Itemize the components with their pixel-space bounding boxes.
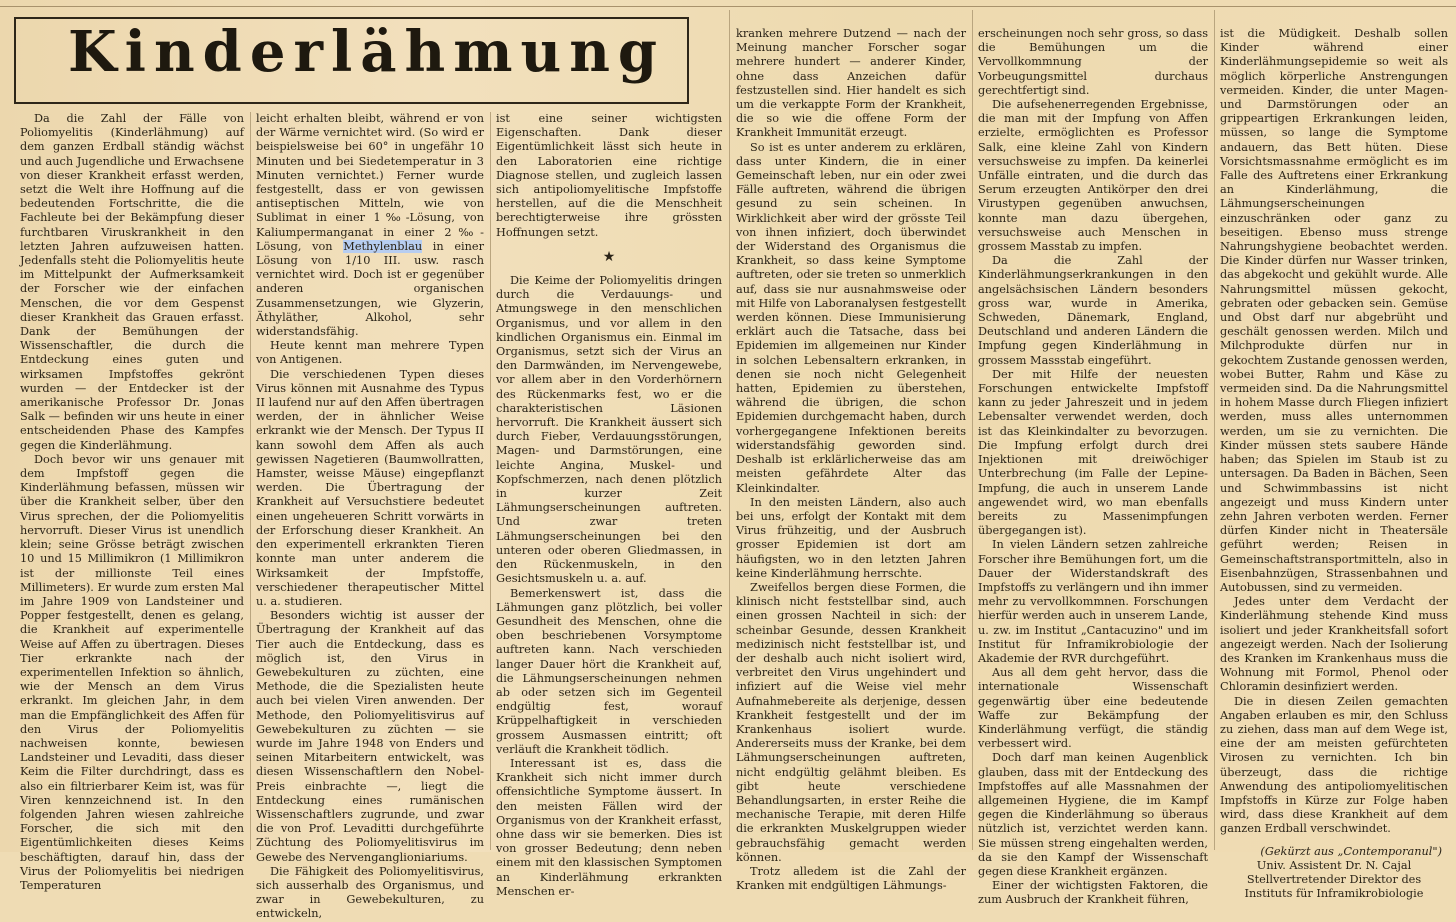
paragraph: ist eine seiner wichtigsten Eigenschaften. Dank dieser Eigentümlichkeit lässt sich heute in den Laboratorien eine richtige Diagnose stellen, und zugleich lassen sich antipoliomyelitische Impfstoffe herstellen, auf die die Menschheit berechtigterweise ihre grössten Hoffnungen setzt. <box>496 112 722 239</box>
paragraph: Einer der wichtigsten Faktoren, die zum Ausbruch der Krankheit führen, <box>978 879 1208 907</box>
text-run: leicht erhalten bleibt, während er von der Wärme vernichtet wird. (So wird er beispielsweise bei 60° in ungefähr 10 Minuten und bei Siedetemperatur in 3 Minuten vernichtet.) Ferner wurde festgestellt, dass er von gewissen antiseptischen Mitteln, wie von Sublimat in einer 1‰-Lösung, von Kaliumpermanganat in einer 2‰-Lösung, von <box>256 112 484 253</box>
article-column-1 <box>20 112 244 892</box>
paragraph: Die Keime der Poliomyelitis dringen durch die Verdauungs- und Atmungswege in den menschlichen Organismus, und vor allem in den kindlichen Organismus ein. Einmal im Organismus, setzt sich der Virus an den Darmwänden, im Nervengewebe, vor allem aber in den Vorderhörnern des Rückenmarks fest, wo er die charakteristischen Läsionen hervorruft. Die Krankheit äussert sich durch Fieber, Verdauungsstörungen, Magen- und Darmstörungen, eine leichte Angina, Muskel- und Kopfschmerzen, nach denen plötzlich in kurzer Zeit Lähmungserscheinungen auftreten. Und zwar treten Lähmungserscheinungen bei den unteren oder oberen Gliedmassen, in den Rückenmuskeln, in den Gesichtsmuskeln u. a. auf. <box>496 274 722 586</box>
article-headline: Kinderlähmung <box>68 19 666 85</box>
article-column-4 <box>736 27 966 893</box>
author-institution: Instituts für Inframikrobiologie <box>1244 887 1424 901</box>
paragraph: Die verschiedenen Typen dieses Virus können mit Ausnahme des Typus II laufend nur auf den Affen übertragen werden, der in ähnlicher Weise erkrankt wie der Mensch. Der Typus II kann sowohl dem Affen als auch gewissen Nagetieren (Baumwollratten, Hamster, weisse Mäuse) eingepflanzt werden. Die Übertragung der Krankheit auf Versuchstiere bedeutet einen ungeheueren Schritt vorwärts in der Erforschung dieser Krankheit. An den experimentell erkrankten Tieren konnte man unter anderem die Wirksamkeit der Impfstoffe, verschiedener therapeutischer Mittel u. a. studieren. <box>256 367 484 608</box>
paragraph: kranken mehrere Dutzend — nach der Meinung mancher Forscher sogar mehrere hundert — anderer Kinder, ohne dass Anzeichen dafür festzustellen sind. Hier handelt es sich um die verkappte Form der Krankheit, die so wie die offene Form der Krankheit Immunität erzeugt. <box>736 27 966 140</box>
text-run: in einer Lösung von 1/10 III. usw. rasch vernichtet wird. Doch ist er gegenüber anderen organischen Zusammensetzungen, wie Glyzerin, Äthyläther, Alkohol, sehr widerstandsfähig. <box>256 239 484 339</box>
article-column-6 <box>1220 27 1448 901</box>
paragraph: In den meisten Ländern, also auch bei uns, erfolgt der Kontakt mit dem Virus frühzeitig, und der Ausbruch grosser Epidemien ist dort am häufigsten, wo in den letzten Jahren keine Kinderlähmung herrschte. <box>736 495 966 580</box>
paragraph: Heute kennt man mehrere Typen von Antigenen. <box>256 339 484 367</box>
paragraph: Die Fähigkeit des Poliomyelitisvirus, sich ausserhalb des Organismus, und zwar in Gewebekulturen, zu entwickeln, <box>256 864 484 921</box>
paragraph: Doch darf man keinen Augenblick glauben, dass mit der Entdeckung des Impfstoffes auf alle Massnahmen der allgemeinen Hygiene, die im Kampf gegen die Kinderlähmung so überaus nützlich ist, verzichtet werden kann. Sie müssen streng eingehalten werden, da sie den Kampf der Wissenschaft gegen diese Krankheit ergänzen. <box>978 751 1208 878</box>
paragraph: Besonders wichtig ist ausser der Übertragung der Krankheit auf das Tier auch die Entdeckung, dass es möglich ist, den Virus in Gewebekulturen zu züchten, eine Methode, die die Spezialisten heute auch bei vielen Viren anwenden. Der Methode, den Poliomyelitisvirus auf Gewebekulturen zu züchten — sie wurde im Jahre 1948 von Enders und seinen Mitarbeitern entwickelt, was diesen Wissenschaftlern den Nobel-Preis einbrachte —, liegt die Entdeckung eines rumänischen Wissenschaftlers zugrunde, und zwar die von Prof. Levaditti durchgeführte Züchtung des Poliomyelitisvirus im Gewebe des Nervenganglioniariums. <box>256 609 484 864</box>
paragraph: Bemerkenswert ist, dass die Lähmungen ganz plötzlich, bei voller Gesundheit des Menschen, ohne die oben beschriebenen Vorsymptome auftreten kann. Nach verschieden langer Dauer hört die Krankheit auf, die Lähmungserscheinungen nehmen ab oder setzen sich im Gegenteil endgültig fest, worauf Krüppelhaftigkeit in verschieden grossem Ausmassen eintritt; oft verläuft die Krankheit tödlich. <box>496 586 722 756</box>
paragraph: erscheinungen noch sehr gross, so dass die Bemühungen um die Vervollkommnung der Vorbeugungsmittel durchaus gerechtfertigt sind. <box>978 27 1208 97</box>
column-rule <box>250 112 251 850</box>
paragraph: ist die Müdigkeit. Deshalb sollen Kinder während einer Kinderlähmungsepidemie so weit als möglich körperliche Anstrengungen vermeiden. Kinder, die unter Magen- und Darmstörungen oder an grippeartigen Erkrankungen leiden, müssen, so lange die Symptome andauern, das Bett hüten. Diese Vorsichtsmassnahme ermöglicht es im Falle des Auftretens einer Erkrankung an Kinderlähmung, die Lähmungserscheinungen einzuschränken oder ganz zu beseitigen. Ebenso muss strenge Nahrungshygiene beobachtet werden. Die Kinder dürfen nur Wasser trinken, das abgekocht und gekühlt wurde. Alle Nahrungsmittel müssen gekocht, gebraten oder gebacken sein. Gemüse und Obst darf nur abgebrüht und geschält genossen werden. Milch und Milchprodukte dürfen nur in gekochtem Zustande genossen werden, wobei Butter, Rahm und Käse zu vermeiden sind. Da die Nahrungsmittel in hohem Masse durch Fliegen infiziert werden, muss alles unternommen werden, um sie zu vernichten. Die Kinder müssen stets saubere Hände haben; das Spielen im Staub ist zu untersagen. Da Baden in Bächen, Seen und Schwimmbassins ist nicht angezeigt und muss Kindern unter zehn Jahren verboten werden. Ferner dürfen Kinder nicht in Theatersäle geführt werden; Reisen in Gemeinschaftstransportmitteln, also in Eisenbahnzügen, Strassenbahnen und Autobussen, sind zu vermeiden. <box>1220 27 1448 594</box>
author-name: Univ. Assistent Dr. N. Cajal <box>1256 858 1412 872</box>
author-title: Stellvertretender Direktor des <box>1246 872 1422 886</box>
paragraph <box>256 112 484 339</box>
highlighted-word[interactable]: Methylenblau <box>343 239 423 253</box>
paragraph: Da die Zahl der Fälle von Poliomyelitis (Kinderlähmung) auf dem ganzen Erdball ständig wächst und auch Jugendliche und Erwachsene von dieser Krankheit erfasst werden, setzt die Welt ihre Hoffnung auf die bedeutenden Fortschritte, die die Fachleute bei der Bekämpfung dieser furchtbaren Viruskrankheit in den letzten Jahren aufzuweisen hatten. Jedenfalls steht die Poliomyelitis heute im Mittelpunkt der Aufmerksamkeit der Forscher wie der einfachen Menschen, die vor dem Gespenst dieser Krankheit das Grauen erfasst. Dank der Bemühungen der Wissenschaftler, die durch die Entdeckung eines guten und wirksamen Impfstoffes gekrönt wurden — der Entdecker ist der amerikanische Professor Dr. Jonas Salk — befinden wir uns heute in einer entscheidenden Phase des Kampfes gegen die Kinderlähmung. <box>20 112 244 452</box>
article-column-2 <box>256 112 484 921</box>
section-star: ★ <box>602 248 616 265</box>
paragraph: Trotz alledem ist die Zahl der Kranken mit endgültigen Lähmungs- <box>736 864 966 893</box>
paragraph: Da die Zahl der Kinderlähmungserkrankungen in den angelsächsischen Ländern besonders gross war, wurde in Amerika, Schweden, Dänemark, England, Deutschland und anderen Ländern die Impfung gegen Kinderlähmung in grossem Massstab eingeführt. <box>978 254 1208 367</box>
paragraph: Die aufsehenerregenden Ergebnisse, die man mit der Impfung von Affen erzielte, ermöglichten es Professor Salk, eine kleine Zahl von Kindern versuchsweise zu impfen. Da keinerlei Unfälle eintraten, und die durch das Serum erzeugten Antikörper den drei Virustypen gegenüben anwuchsen, konnte man dazu übergehen, versuchsweise auch Menschen in grossem Masstab zu impfen. <box>978 98 1208 254</box>
column-rule <box>490 112 491 850</box>
paragraph: Zweifellos bergen diese Formen, die klinisch nicht feststellbar sind, auch einen grossen Nachteil in sich: der scheinbar Gesunde, dessen Krankheit medizinisch nicht feststellbar ist, und der deshalb auch nicht isoliert wird, verbreitet den Virus ungehindert und infiziert auf die Weise viel mehr Aufnahmebereite als derjenige, dessen Krankheit festgestellt und der im Krankenhaus isoliert wurde. Andererseits muss der Kranke, bei dem Lähmungserscheinungen auftreten, nicht endgültig gelähmt bleiben. Es gibt heute verschiedene Behandlungsarten, in erster Reihe die mechanische Terapie, mit deren Hilfe die erkrankten Muskelgruppen wieder gebrauchsfähig gemacht werden können. <box>736 580 966 864</box>
article-column-5 <box>978 27 1208 907</box>
column-rule <box>1214 10 1215 850</box>
top-rule <box>0 0 1456 7</box>
paragraph: Der mit Hilfe der neuesten Forschungen entwickelte Impfstoff kann zu jeder Jahreszeit und in jedem Lebensalter verwendet werden, doch ist das Kleinkindalter zu bevorzugen. Die Impfung erfolgt durch drei Injektionen mit dreiwöchiger Unterbrechung (im Falle der Lepine-Impfung, die auch in unserem Lande angewendet wird, wo man ebenfalls bereits zu Massenimpfungen übergegangen ist). <box>978 367 1208 538</box>
paragraph: Doch bevor wir uns genauer mit dem Impfstoff gegen die Kinderlähmung befassen, müssen wir über die Krankheit selber, über den Virus sprechen, der die Poliomyelitis hervorruft. Dieser Virus ist unendlich klein; seine Grösse beträgt zwischen 10 und 15 Millimikron (1 Millimikron ist der millionste Teil eines Millimeters). Er wurde zum ersten Mal im Jahre 1909 von Landsteiner und Popper festgestellt, denen es gelang, die Krankheit auf experimentelle Weise auf Affen zu übertragen. Dieses Tier erkrankte nach der experimentellen Infektion so ähnlich, wie der Mensch an dem Virus erkrankt. Im gleichen Jahr, in dem man die Empfänglichkeit des Affen für den Virus der Poliomyelitis nachweisen konnte, bewiesen Landsteiner und Levaditi, dass dieser Keim die Filter durchdringt, dass es also ein filtrierbarer Keim ist, was für Viren kennzeichnend ist. In den folgenden Jahren wiesen zahlreiche Forscher, die sich mit den Eigentümlichkeiten dieses Keims beschäftigten, darauf hin, dass der Virus der Poliomyelitis bei niedrigen Temperaturen <box>20 452 244 892</box>
source-credit: (Gekürzt aus „Contemporanul") <box>1260 844 1442 858</box>
article-column-3 <box>496 112 722 898</box>
paragraph: Interessant ist es, dass die Krankheit sich nicht immer durch offensichtliche Symptome äussert. In den meisten Fällen wird der Organismus von der Krankheit erfasst, ohne dass wir sie bemerken. Dies ist von grosser Bedeutung; denn neben einem mit den klassischen Symptomen an Kinderlähmung erkrankten Menschen er- <box>496 756 722 898</box>
paragraph: Aus all dem geht hervor, dass die internationale Wissenschaft gegenwärtig über eine bedeutende Waffe zur Bekämpfung der Kinderlähmung verfügt, die ständig verbessert wird. <box>978 666 1208 751</box>
column-rule <box>972 10 973 850</box>
paragraph: Jedes unter dem Verdacht der Kinderlähmung stehende Kind muss isoliert und jeder Krankheitsfall sofort angezeigt werden. Nach der Isolierung des Kranken im Krankenhaus muss die Wohnung mit Formol, Phenol oder Chloramin desinfiziert werden. <box>1220 595 1448 694</box>
column-rule <box>729 10 730 850</box>
paragraph: In vielen Ländern setzen zahlreiche Forscher ihre Bemühungen fort, um die Dauer der Widerstandskraft des Impfstoffs zu verlängern und ihn immer mehr zu vervollkommnen. Forschungen hierfür werden auch in unserem Lande, u. zw. im Institut „Cantacuzino" und im Institut für Inframikrobiologie der Akademie der RVR durchgeführt. <box>978 538 1208 665</box>
paragraph: So ist es unter anderem zu erklären, dass unter Kindern, die in einer Gemeinschaft leben, nur ein oder zwei Fälle auftreten, während die übrigen gesund zu sein scheinen. In Wirklichkeit aber wird der grösste Teil von ihnen infiziert, doch überwindet der Widerstand des Organismus die Krankheit, so dass keine Symptome auftreten, oder sie treten so unmerklich auf, dass sie nur ausnahmsweise oder mit Hilfe von Laboranalysen festgestellt werden können. Diese Immunisierung erklärt auch die Tatsache, dass bei Epidemien im allgemeinen nur Kinder in solchen Lebensaltern erkranken, in denen sie noch nicht Gelegenheit hatten, Epidemien zu überstehen, während die übrigen, die schon Epidemien durchgemacht haben, durch vorhergegangene Infektionen bereits widerstandsfähig geworden sind. Deshalb ist erklärlicherweise das am meisten gefährdete Alter das Kleinkindalter. <box>736 140 966 495</box>
paragraph: Die in diesen Zeilen gemachten Angaben erlauben es mir, den Schluss zu ziehen, dass man auf dem Wege ist, eine der am meisten gefürchteten Virosen zu vernichten. Ich bin überzeugt, dass die richtige Anwendung des antipoliomyelitischen Impfstoffs in Kürze zur Folge haben wird, dass diese Krankheit auf dem ganzen Erdball verschwindet. <box>1220 694 1448 836</box>
